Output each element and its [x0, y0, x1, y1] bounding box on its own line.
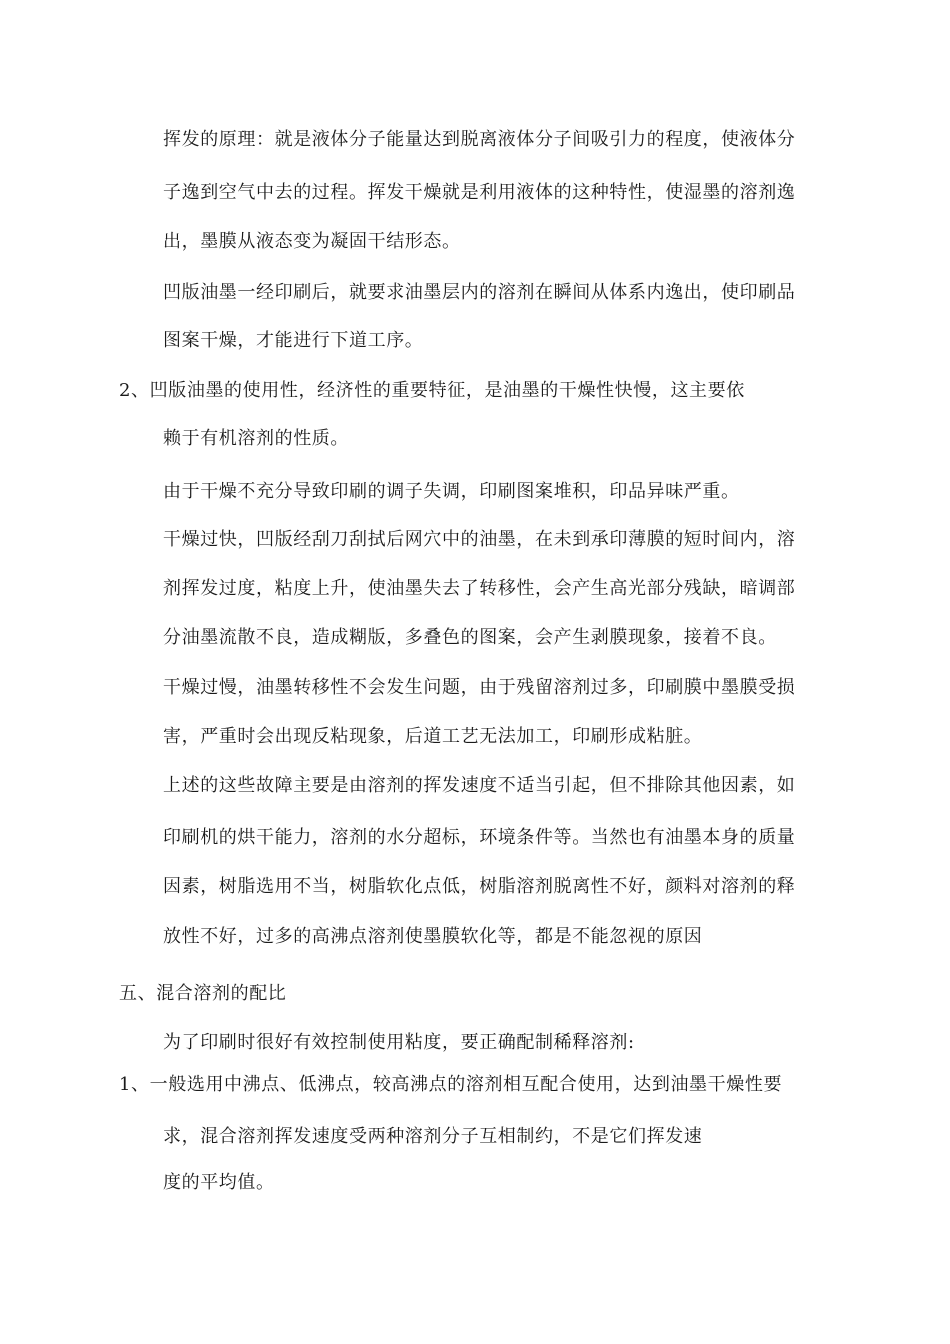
text-line: 由于干燥不充分导致印刷的调子失调，印刷图案堆积，印品异味严重。 [163, 481, 740, 502]
text-line: 害，严重时会出现反粘现象，后道工艺无法加工，印刷形成粘脏。 [163, 726, 703, 747]
text-line: 为了印刷时很好有效控制使用粘度，要正确配制稀释溶剂: [163, 1032, 635, 1053]
text-line: 出，墨膜从液态变为凝固干结形态。 [163, 231, 461, 252]
text-line: 赖于有机溶剂的性质。 [163, 428, 349, 449]
text-line: 图案干燥，才能进行下道工序。 [163, 330, 424, 351]
text-line: 分油墨流散不良，造成糊版，多叠色的图案，会产生剥膜现象，接着不良。 [163, 627, 777, 648]
text-line: 干燥过快，凹版经刮刀刮拭后网穴中的油墨，在未到承印薄膜的短时间内，溶 [163, 529, 796, 550]
text-line: 凹版油墨一经印刷后，就要求油墨层内的溶剂在瞬间从体系内逸出，使印刷品 [163, 282, 796, 303]
text-line: 因素，树脂选用不当，树脂软化点低，树脂溶剂脱离性不好，颜料对溶剂的释 [163, 876, 796, 897]
text-line: 剂挥发过度，粘度上升，使油墨失去了转移性，会产生高光部分残缺，暗调部 [163, 578, 796, 599]
text-line: 干燥过慢，油墨转移性不会发生问题，由于残留溶剂过多，印刷膜中墨膜受损 [163, 677, 796, 698]
section-heading: 五、混合溶剂的配比 [119, 983, 287, 1004]
text-line: 上述的这些故障主要是由溶剂的挥发速度不适当引起，但不排除其他因素，如 [163, 775, 796, 796]
text-line: 度的平均值。 [163, 1172, 275, 1193]
text-line: 印刷机的烘干能力，溶剂的水分超标，环境条件等。当然也有油墨本身的质量 [163, 827, 796, 848]
text-line: 求，混合溶剂挥发速度受两种溶剂分子互相制约，不是它们挥发速 [163, 1126, 703, 1147]
text-line: 2、凹版油墨的使用性，经济性的重要特征，是油墨的干燥性快慢，这主要依 [119, 380, 745, 401]
text-line: 挥发的原理：就是液体分子能量达到脱离液体分子间吸引力的程度，使液体分 [163, 129, 796, 150]
text-line: 放性不好，过多的高沸点溶剂使墨膜软化等，都是不能忽视的原因 [163, 926, 703, 947]
text-line: 子逸到空气中去的过程。挥发干燥就是利用液体的这种特性，使湿墨的溶剂逸 [163, 182, 796, 203]
text-line: 1、一般选用中沸点、低沸点，较高沸点的溶剂相互配合使用，达到油墨干燥性要 [119, 1074, 783, 1095]
